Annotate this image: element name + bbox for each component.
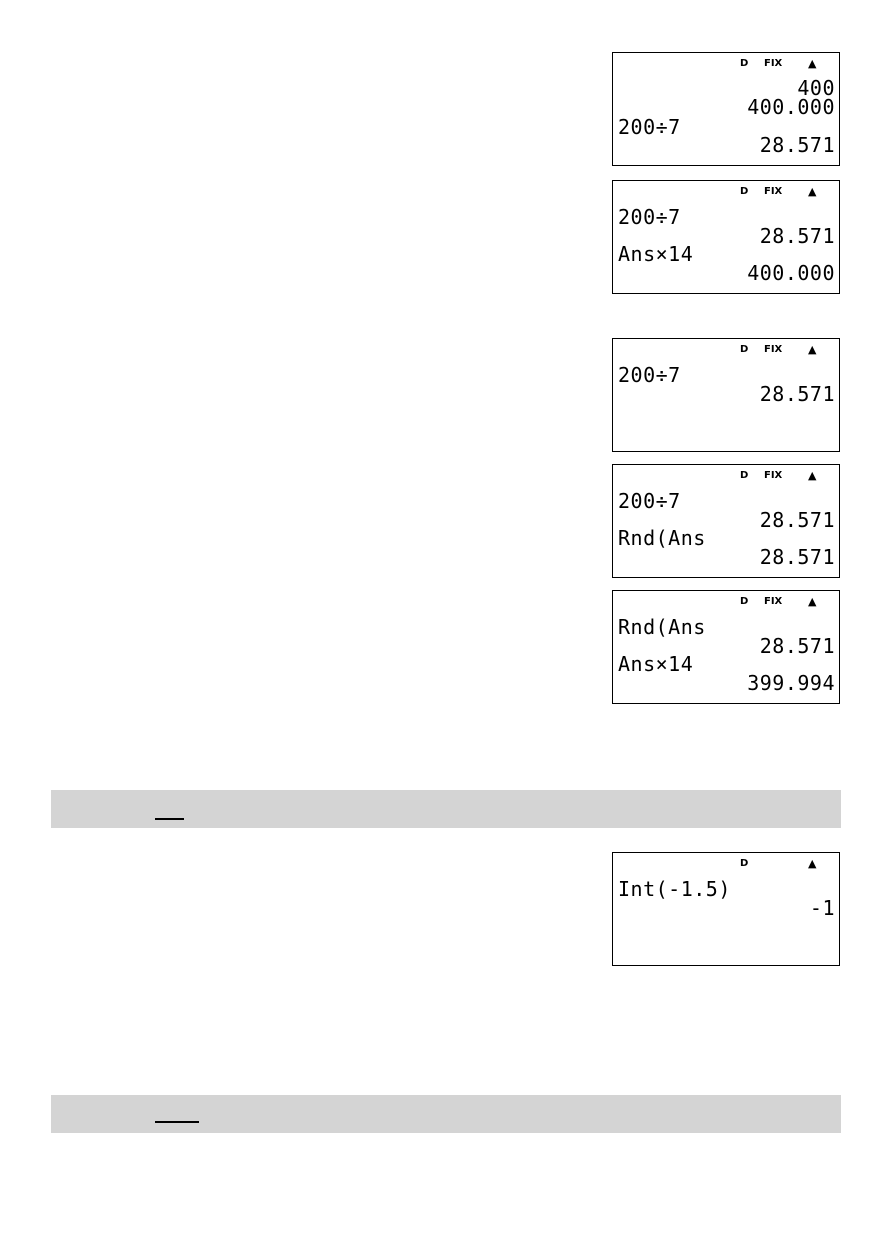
display-line: 200÷7 (618, 115, 681, 139)
display-line: -1 (809, 896, 835, 920)
deg-indicator: D (740, 596, 749, 607)
fix-indicator: FIX (764, 186, 783, 197)
calculator-screen-6 (612, 852, 840, 966)
deg-indicator: D (740, 186, 749, 197)
display-line: 28.571 (759, 545, 835, 569)
display-line: 400.000 (747, 261, 835, 285)
display-line: 200÷7 (618, 205, 681, 229)
display-line: 200÷7 (618, 363, 681, 387)
display-line: Ans×14 (618, 242, 694, 266)
calculator-screen-3 (612, 338, 840, 452)
up-arrow-indicator: ▲ (808, 595, 817, 608)
up-arrow-indicator: ▲ (808, 857, 817, 870)
deg-indicator: D (740, 344, 749, 355)
up-arrow-indicator: ▲ (808, 185, 817, 198)
calculator-screen-2 (612, 180, 840, 294)
section-header-bar (51, 790, 841, 828)
display-line: 399.994 (747, 671, 835, 695)
calculator-screen-4 (612, 464, 840, 578)
deg-indicator: D (740, 858, 749, 869)
display-line: 28.571 (759, 508, 835, 532)
calculator-screen-5 (612, 590, 840, 704)
display-line: 28.571 (759, 133, 835, 157)
section-header-bar (51, 1095, 841, 1133)
fix-indicator: FIX (764, 58, 783, 69)
calculator-screen-1 (612, 52, 840, 166)
underline-mark (155, 1121, 199, 1123)
display-line: 200÷7 (618, 489, 681, 513)
display-line: 28.571 (759, 634, 835, 658)
up-arrow-indicator: ▲ (808, 57, 817, 70)
display-line: Rnd(Ans (618, 615, 706, 639)
up-arrow-indicator: ▲ (808, 343, 817, 356)
display-line: 400 (797, 76, 835, 100)
deg-indicator: D (740, 58, 749, 69)
fix-indicator: FIX (764, 470, 783, 481)
fix-indicator: FIX (764, 596, 783, 607)
display-line: Rnd(Ans (618, 526, 706, 550)
underline-mark (155, 818, 184, 820)
deg-indicator: D (740, 470, 749, 481)
fix-indicator: FIX (764, 344, 783, 355)
display-line: 28.571 (759, 224, 835, 248)
display-line: 400.000 (747, 95, 835, 119)
display-line: Int(-1.5) (618, 877, 731, 901)
up-arrow-indicator: ▲ (808, 469, 817, 482)
display-line: 28.571 (759, 382, 835, 406)
display-line: Ans×14 (618, 652, 694, 676)
